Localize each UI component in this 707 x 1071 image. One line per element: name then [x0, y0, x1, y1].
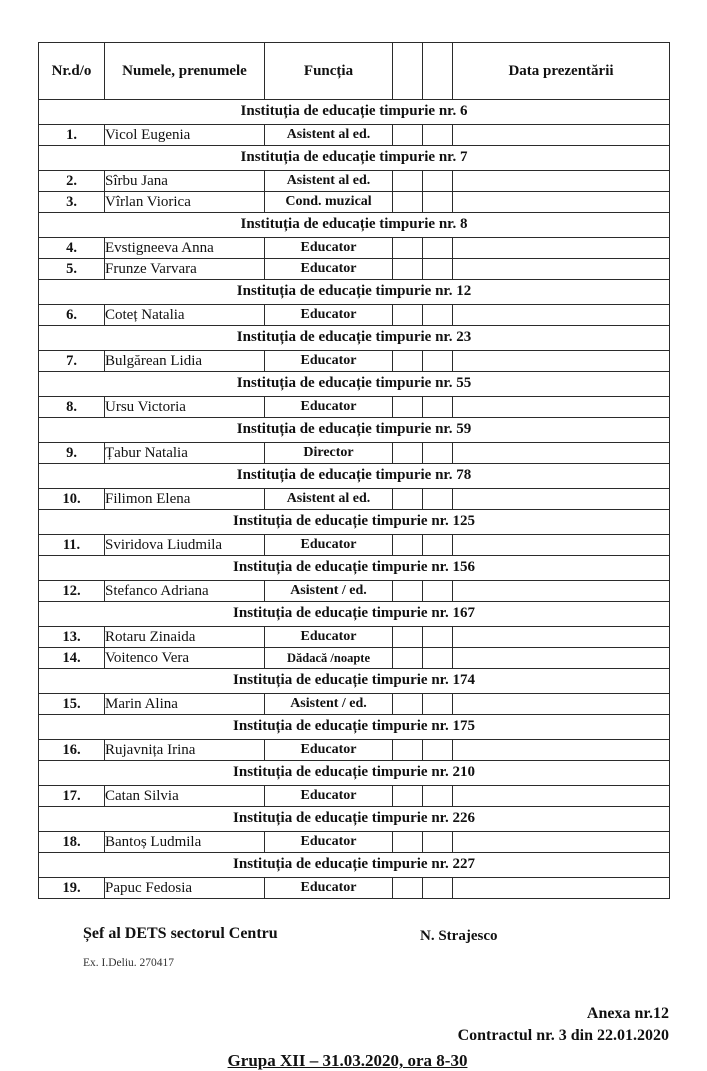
cell-function: Educator: [265, 238, 393, 259]
cell-blank-b[interactable]: [423, 259, 453, 280]
institution-label: Instituția de educație timpurie nr. 156: [39, 556, 670, 581]
table-row: [39, 443, 670, 464]
cell-nr: 16.: [39, 740, 105, 761]
cell-date[interactable]: [453, 694, 670, 715]
table-row: [39, 397, 670, 418]
cell-date[interactable]: [453, 351, 670, 372]
cell-date[interactable]: [453, 648, 670, 669]
cell-name: Coteț Natalia: [105, 305, 265, 326]
cell-blank-a[interactable]: [393, 878, 423, 899]
institution-label: Instituția de educație timpurie nr. 78: [39, 464, 670, 489]
cell-date[interactable]: [453, 535, 670, 556]
table-row: [39, 351, 670, 372]
cell-blank-b[interactable]: [423, 694, 453, 715]
institution-section-row: [39, 715, 670, 740]
cell-nr: 17.: [39, 786, 105, 807]
cell-nr: 19.: [39, 878, 105, 899]
cell-function: Cond. muzical: [265, 192, 393, 213]
cell-blank-a[interactable]: [393, 305, 423, 326]
institution-section-row: [39, 761, 670, 786]
cell-nr: 2.: [39, 171, 105, 192]
cell-function: Educator: [265, 786, 393, 807]
table-row: [39, 535, 670, 556]
table-row: [39, 740, 670, 761]
cell-date[interactable]: [453, 125, 670, 146]
cell-blank-b[interactable]: [423, 740, 453, 761]
cell-blank-a[interactable]: [393, 171, 423, 192]
table-row: [39, 694, 670, 715]
cell-nr: 8.: [39, 397, 105, 418]
cell-name: Voitenco Vera: [105, 648, 265, 669]
cell-function: Educator: [265, 397, 393, 418]
header-function: Funcția: [265, 43, 393, 100]
cell-blank-a[interactable]: [393, 443, 423, 464]
cell-nr: 18.: [39, 832, 105, 853]
header-nr: Nr.d/o: [39, 43, 105, 100]
cell-function: Asistent al ed.: [265, 171, 393, 192]
cell-blank-b[interactable]: [423, 878, 453, 899]
cell-blank-b[interactable]: [423, 305, 453, 326]
cell-name: Marin Alina: [105, 694, 265, 715]
institution-section-row: [39, 556, 670, 581]
cell-name: Rujavnița Irina: [105, 740, 265, 761]
cell-date[interactable]: [453, 489, 670, 510]
cell-blank-a[interactable]: [393, 397, 423, 418]
cell-blank-a[interactable]: [393, 125, 423, 146]
table-row: [39, 786, 670, 807]
institution-label: Instituția de educație timpurie nr. 175: [39, 715, 670, 740]
institution-section-row: [39, 372, 670, 397]
cell-function: Educator: [265, 832, 393, 853]
cell-date[interactable]: [453, 171, 670, 192]
cell-blank-a[interactable]: [393, 581, 423, 602]
cell-function: Educator: [265, 351, 393, 372]
cell-function: Educator: [265, 259, 393, 280]
institution-section-row: [39, 100, 670, 125]
signature-block: [38, 925, 669, 995]
cell-blank-b[interactable]: [423, 627, 453, 648]
institution-section-row: [39, 280, 670, 305]
cell-function: Asistent / ed.: [265, 581, 393, 602]
cell-date[interactable]: [453, 832, 670, 853]
cell-name: Sviridova Liudmila: [105, 535, 265, 556]
cell-nr: 13.: [39, 627, 105, 648]
institution-label: Instituția de educație timpurie nr. 226: [39, 807, 670, 832]
cell-nr: 10.: [39, 489, 105, 510]
cell-name: Stefanco Adriana: [105, 581, 265, 602]
institution-section-row: [39, 326, 670, 351]
cell-nr: 12.: [39, 581, 105, 602]
cell-blank-a[interactable]: [393, 694, 423, 715]
header-blank-b: [423, 43, 453, 100]
cell-blank-b[interactable]: [423, 832, 453, 853]
institution-label: Instituția de educație timpurie nr. 174: [39, 669, 670, 694]
annex-block: [38, 1005, 669, 1071]
cell-blank-b[interactable]: [423, 192, 453, 213]
cell-date[interactable]: [453, 740, 670, 761]
table-row: [39, 171, 670, 192]
cell-date[interactable]: [453, 397, 670, 418]
institution-label: Instituția de educație timpurie nr. 12: [39, 280, 670, 305]
cell-blank-b[interactable]: [423, 351, 453, 372]
institution-label: Instituția de educație timpurie nr. 167: [39, 602, 670, 627]
table-row: [39, 305, 670, 326]
cell-blank-a[interactable]: [393, 489, 423, 510]
cell-name: Bantoș Ludmila: [105, 832, 265, 853]
cell-date[interactable]: [453, 878, 670, 899]
cell-name: Rotaru Zinaida: [105, 627, 265, 648]
institution-section-row: [39, 464, 670, 489]
table-row: [39, 259, 670, 280]
cell-blank-b[interactable]: [423, 581, 453, 602]
table-row: [39, 125, 670, 146]
cell-date[interactable]: [453, 259, 670, 280]
cell-nr: 4.: [39, 238, 105, 259]
cell-blank-a[interactable]: [393, 351, 423, 372]
cell-nr: 14.: [39, 648, 105, 669]
cell-name: Țabur Natalia: [105, 443, 265, 464]
cell-blank-a[interactable]: [393, 627, 423, 648]
cell-function: Asistent / ed.: [265, 694, 393, 715]
institution-section-row: [39, 510, 670, 535]
institution-label: Instituția de educație timpurie nr. 8: [39, 213, 670, 238]
header-name: Numele, prenumele: [105, 43, 265, 100]
cell-date[interactable]: [453, 627, 670, 648]
institution-section-row: [39, 853, 670, 878]
table-row: [39, 581, 670, 602]
cell-blank-a[interactable]: [393, 259, 423, 280]
attendance-table: [38, 42, 670, 899]
cell-blank-b[interactable]: [423, 535, 453, 556]
table-header-row: [39, 43, 670, 100]
cell-name: Vicol Eugenia: [105, 125, 265, 146]
institution-section-row: [39, 146, 670, 171]
table-row: [39, 627, 670, 648]
institution-section-row: [39, 418, 670, 443]
cell-name: Sîrbu Jana: [105, 171, 265, 192]
table-row: [39, 238, 670, 259]
institution-label: Instituția de educație timpurie nr. 59: [39, 418, 670, 443]
cell-function: Dădacă /noapte: [265, 648, 393, 669]
cell-name: Papuc Fedosia: [105, 878, 265, 899]
header-blank-a: [393, 43, 423, 100]
cell-blank-b[interactable]: [423, 648, 453, 669]
cell-name: Evstigneeva Anna: [105, 238, 265, 259]
cell-nr: 6.: [39, 305, 105, 326]
cell-function: Educator: [265, 878, 393, 899]
institution-label: Instituția de educație timpurie nr. 6: [39, 100, 670, 125]
table-row: [39, 192, 670, 213]
cell-function: Educator: [265, 740, 393, 761]
institution-label: Instituția de educație timpurie nr. 23: [39, 326, 670, 351]
cell-nr: 11.: [39, 535, 105, 556]
table-row: [39, 648, 670, 669]
cell-blank-b[interactable]: [423, 397, 453, 418]
document-page: [0, 42, 707, 1070]
cell-blank-b[interactable]: [423, 786, 453, 807]
cell-date[interactable]: [453, 192, 670, 213]
cell-function: Asistent al ed.: [265, 125, 393, 146]
cell-function: Educator: [265, 535, 393, 556]
cell-function: Director: [265, 443, 393, 464]
annex-contract: Contractul nr. 3 din 22.01.2020: [457, 1027, 669, 1044]
cell-function: Asistent al ed.: [265, 489, 393, 510]
table-row: [39, 489, 670, 510]
institution-label: Instituția de educație timpurie nr. 210: [39, 761, 670, 786]
cell-blank-a[interactable]: [393, 192, 423, 213]
cell-nr: 9.: [39, 443, 105, 464]
cell-date[interactable]: [453, 786, 670, 807]
cell-nr: 1.: [39, 125, 105, 146]
cell-blank-a[interactable]: [393, 786, 423, 807]
cell-nr: 15.: [39, 694, 105, 715]
table-row: [39, 832, 670, 853]
cell-blank-b[interactable]: [423, 238, 453, 259]
institution-section-row: [39, 213, 670, 238]
cell-name: Frunze Varvara: [105, 259, 265, 280]
cell-blank-b[interactable]: [423, 171, 453, 192]
header-date: Data prezentării: [453, 43, 670, 100]
cell-blank-a[interactable]: [393, 832, 423, 853]
cell-name: Bulgărean Lidia: [105, 351, 265, 372]
cell-name: Vîrlan Viorica: [105, 192, 265, 213]
cell-nr: 7.: [39, 351, 105, 372]
cell-date[interactable]: [453, 443, 670, 464]
cell-blank-a[interactable]: [393, 740, 423, 761]
cell-blank-a[interactable]: [393, 238, 423, 259]
cell-name: Filimon Elena: [105, 489, 265, 510]
cell-blank-b[interactable]: [423, 125, 453, 146]
table-header: [39, 43, 670, 100]
institution-label: Instituția de educație timpurie nr. 7: [39, 146, 670, 171]
institution-label: Instituția de educație timpurie nr. 55: [39, 372, 670, 397]
institution-section-row: [39, 602, 670, 627]
cell-blank-a[interactable]: [393, 535, 423, 556]
institution-label: Instituția de educație timpurie nr. 125: [39, 510, 670, 535]
cell-date[interactable]: [453, 581, 670, 602]
signatory-title: Șef al DETS sectorul Centru: [83, 925, 278, 942]
cell-date[interactable]: [453, 305, 670, 326]
cell-nr: 5.: [39, 259, 105, 280]
table-row: [39, 878, 670, 899]
cell-name: Catan Silvia: [105, 786, 265, 807]
cell-name: Ursu Victoria: [105, 397, 265, 418]
institution-label: Instituția de educație timpurie nr. 227: [39, 853, 670, 878]
annex-group: Grupa XII – 31.03.2020, ora 8-30: [227, 1051, 468, 1070]
institution-section-row: [39, 807, 670, 832]
cell-function: Educator: [265, 627, 393, 648]
cell-date[interactable]: [453, 238, 670, 259]
annex-number: Anexa nr.12: [586, 1005, 669, 1022]
institution-section-row: [39, 669, 670, 694]
cell-blank-b[interactable]: [423, 489, 453, 510]
cell-nr: 3.: [39, 192, 105, 213]
table-body: [39, 100, 670, 899]
cell-blank-a[interactable]: [393, 648, 423, 669]
cell-blank-b[interactable]: [423, 443, 453, 464]
cell-function: Educator: [265, 305, 393, 326]
executor-note: Ex. I.Deliu. 270417: [83, 957, 175, 969]
signatory-name: N. Strajesco: [420, 928, 498, 944]
